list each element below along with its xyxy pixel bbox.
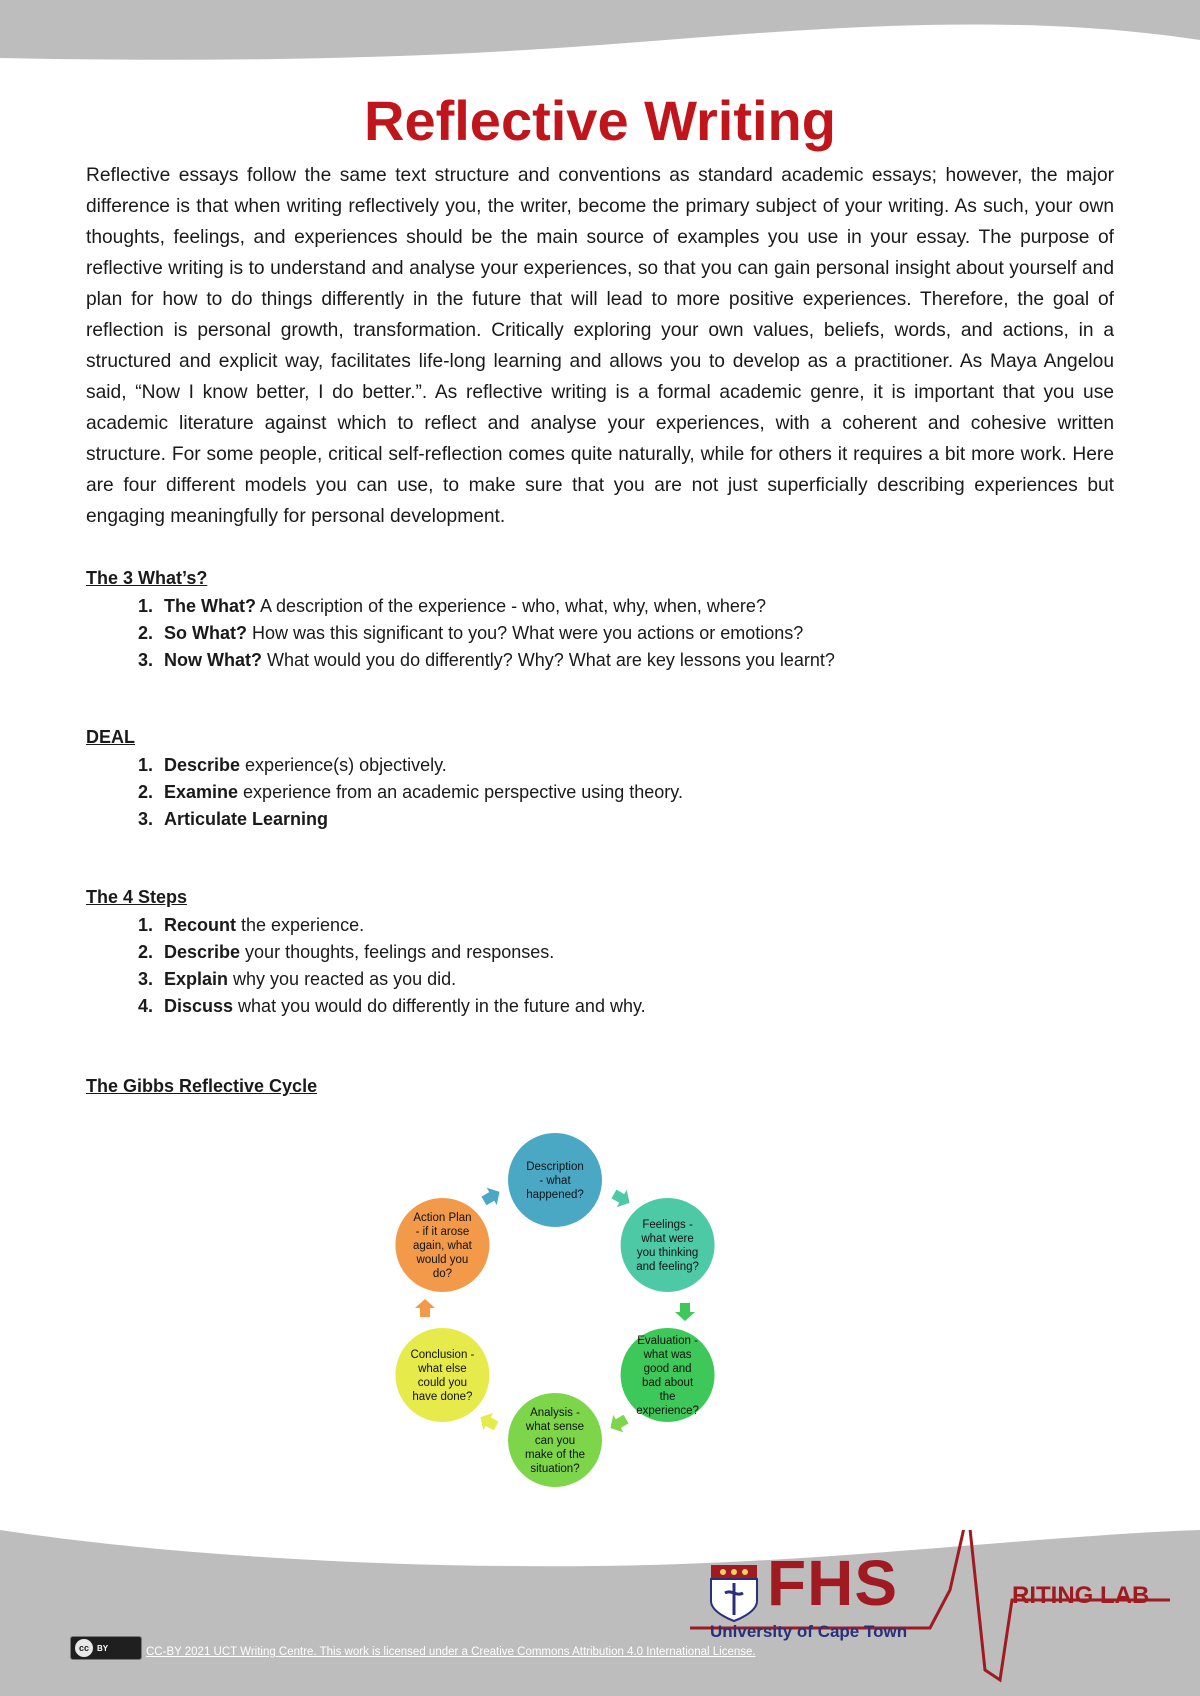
cycle-node xyxy=(395,1198,489,1292)
cycle-arrow xyxy=(605,1410,631,1436)
header-wave xyxy=(0,0,1200,80)
cycle-node xyxy=(621,1198,715,1292)
by-icon: BY xyxy=(97,1643,109,1653)
cycle-arrow xyxy=(609,1185,635,1211)
cycle-node-circle xyxy=(395,1328,489,1422)
cycle-node-label: Action Plan xyxy=(413,1212,472,1224)
list-item: 1. Recount the experience. xyxy=(158,912,1086,939)
section-deal xyxy=(86,724,1086,833)
list-item: 2. Examine experience from an academic perspective using theory. xyxy=(158,779,1086,806)
fhs-logo-text: FHS xyxy=(767,1547,898,1619)
cycle-node-label: what sense xyxy=(525,1421,585,1433)
section-list xyxy=(86,593,1086,674)
section-heading: DEAL xyxy=(86,727,135,747)
cycle-node-label: - if it arose xyxy=(415,1226,470,1238)
uct-crest-icon xyxy=(709,1563,759,1623)
cycle-node-label: - what xyxy=(539,1175,571,1187)
section-heading: The 3 What’s? xyxy=(86,568,208,588)
cycle-node-label: can you xyxy=(534,1435,576,1447)
cycle-node-label: make of the xyxy=(524,1449,586,1461)
list-item: 2. So What? How was this significant to you? What were you actions or emotions? xyxy=(158,620,1086,647)
cc-icon: cc xyxy=(75,1639,93,1657)
page-title: Reflective Writing xyxy=(364,89,836,152)
cycle-node-label: what else xyxy=(418,1363,467,1375)
cycle-node-label: experience? xyxy=(636,1405,699,1417)
section-3-whats xyxy=(86,565,1086,674)
gibbs-cycle-diagram xyxy=(370,1105,740,1505)
list-item: 1. Describe experience(s) objectively. xyxy=(158,752,1086,779)
list-item: 3. Explain why you reacted as you did. xyxy=(158,966,1086,993)
cycle-node xyxy=(508,1393,602,1487)
cycle-node-label: you thinking xyxy=(636,1247,699,1259)
list-item: 1. The What? A description of the experience - who, what, why, when, where? xyxy=(158,593,1086,620)
cycle-node-label: situation? xyxy=(530,1463,580,1475)
list-item: 4. Discuss what you would do differently in the future and why. xyxy=(158,993,1086,1020)
section-4-steps xyxy=(86,884,1086,1020)
list-item: 3. Now What? What would you do differently? Why? What are key lessons you learnt? xyxy=(158,647,1086,674)
section-gibbs xyxy=(86,1073,1086,1099)
cc-license-badge[interactable] xyxy=(70,1636,142,1660)
cycle-node-label: happened? xyxy=(526,1189,584,1201)
intro-paragraph: Reflective essays follow the same text structure and conventions as standard academic essays; however, the major difference is that when writing reflectively you, the writer, become the primary subject of your writing. As such, your own thoughts, feelings, and experiences should be the main source of examples you use in your essay. The purpose of reflective writing is to understand and analyse your experiences, so that you can gain personal insight about yourself and plan for how to do things differently in the future that will lead to more positive experiences. Therefore, the goal of reflection is personal growth, transformation. Critically exploring your own values, beliefs, words, and actions, in a structured and explicit way, facilitates life-long learning and allows you to develop as a practitioner. As Maya Angelou said, “Now I know better, I do better.”. As reflective writing is a formal academic genre, it is important that you use academic literature against which to reflect and analyse your experiences, with a coherent and cohesive written structure. For some people, critical self-reflection comes quite naturally, while for others it requires a bit more work. Here are four different models you can use, to make sure that you are not just superficially describing experiences but engaging meaningfully for personal development. xyxy=(86,165,1114,527)
cycle-node-label: Description xyxy=(526,1161,584,1173)
section-list xyxy=(86,752,1086,833)
cycle-node-label: again, what xyxy=(413,1240,472,1252)
cycle-node-label: would you xyxy=(416,1254,469,1266)
cycle-node-label: Analysis - xyxy=(530,1407,580,1419)
cycle-node-circle xyxy=(621,1198,715,1292)
cycle-node-label: do? xyxy=(432,1268,453,1280)
license-link[interactable]: CC-BY 2021 UCT Writing Centre. This work is licensed under a Creative Commons Attribution 4.0 International License. xyxy=(146,1646,756,1658)
cycle-node-label: Feelings - xyxy=(642,1219,693,1231)
cycle-node-label: bad about xyxy=(641,1377,694,1389)
cycle-node-label: could you xyxy=(417,1377,468,1389)
cycle-arrow xyxy=(675,1303,695,1321)
cycle-node-label: what was xyxy=(643,1349,692,1361)
footer-wave xyxy=(0,1530,1200,1696)
university-name: University of Cape Town xyxy=(710,1622,908,1641)
cycle-node-label: Conclusion - xyxy=(410,1349,475,1361)
section-heading: The Gibbs Reflective Cycle xyxy=(86,1076,318,1096)
cycle-arrow xyxy=(479,1183,505,1209)
cycle-node-label: the xyxy=(659,1391,676,1403)
list-item: 3. Articulate Learning xyxy=(158,806,1086,833)
cycle-node-label: and feeling? xyxy=(636,1261,699,1273)
cycle-arrow xyxy=(415,1299,435,1317)
cycle-node-label: good and xyxy=(643,1363,692,1375)
section-heading: The 4 Steps xyxy=(86,887,188,907)
cycle-node-label: Evaluation - xyxy=(637,1335,698,1347)
cycle-node xyxy=(395,1328,489,1422)
writing-lab-text: RITING LAB xyxy=(1012,1582,1150,1609)
list-item: 2. Describe your thoughts, feelings and responses. xyxy=(158,939,1086,966)
section-list xyxy=(86,912,1086,1020)
cycle-node xyxy=(508,1133,602,1227)
cycle-node xyxy=(621,1328,715,1422)
cycle-node-label: have done? xyxy=(412,1391,473,1403)
cycle-node-label: what were xyxy=(641,1233,694,1245)
cycle-arrow xyxy=(475,1408,501,1434)
